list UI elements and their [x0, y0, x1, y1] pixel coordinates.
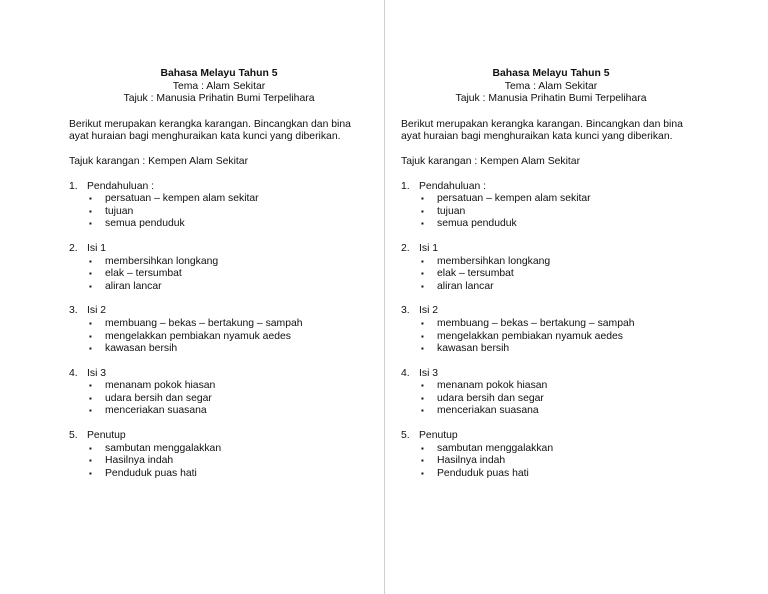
section-number: 3. [69, 305, 78, 317]
intro-line-1: Berikut merupakan kerangka karangan. Bincangkan dan bina [401, 118, 683, 130]
section-label: Isi 2 [419, 305, 439, 317]
square-bullet-icon: ▪ [89, 318, 92, 328]
outline-section [401, 305, 701, 355]
list-item [69, 380, 369, 393]
list-item [69, 468, 369, 481]
section-label: Pendahuluan : [419, 180, 487, 192]
outline-sections [401, 181, 701, 481]
list-item [401, 256, 701, 269]
list-item-text: Hasilnya indah [105, 455, 174, 467]
worksheet-right [401, 68, 701, 492]
section-heading [69, 243, 369, 256]
section-heading [401, 243, 701, 256]
list-item [401, 268, 701, 281]
bullet-list [401, 380, 701, 418]
essay-topic: Tajuk karangan : Kempen Alam Sekitar [69, 155, 249, 167]
outline-section [401, 243, 701, 293]
doc-subtitle: Tajuk : Manusia Prihatin Bumi Terpelihara [123, 93, 315, 105]
list-item-text: persatuan – kempen alam sekitar [437, 193, 591, 205]
list-item-text: membersihkan longkang [105, 255, 219, 267]
list-item [401, 405, 701, 418]
section-number: 1. [69, 180, 78, 192]
list-item-text: membuang – bekas – bertakung – sampah [105, 317, 303, 329]
section-heading [401, 305, 701, 318]
section-number: 2. [401, 242, 410, 254]
square-bullet-icon: ▪ [421, 393, 424, 403]
list-item-text: kawasan bersih [437, 343, 510, 355]
header [69, 68, 369, 106]
list-item-text: semua penduduk [105, 218, 185, 230]
list-item [69, 218, 369, 231]
section-heading [69, 305, 369, 318]
intro-text [401, 119, 701, 144]
list-item-text: menanam pokok hiasan [437, 380, 548, 392]
list-item-text: semua penduduk [437, 218, 517, 230]
section-heading [69, 430, 369, 443]
header [401, 68, 701, 106]
outline-section [69, 305, 369, 355]
section-number: 4. [69, 367, 78, 379]
section-heading [401, 430, 701, 443]
square-bullet-icon: ▪ [421, 443, 424, 453]
worksheet-left [69, 68, 369, 492]
list-item-text: elak – tersumbat [437, 268, 514, 280]
intro-line-2: ayat huraian bagi menghuraikan kata kunci yang diberikan. [401, 131, 673, 143]
list-item-text: sambutan menggalakkan [105, 442, 222, 454]
doc-theme: Tema : Alam Sekitar [172, 80, 266, 92]
square-bullet-icon: ▪ [421, 468, 424, 478]
square-bullet-icon: ▪ [89, 344, 92, 354]
section-heading [401, 368, 701, 381]
list-item [401, 443, 701, 456]
section-label: Penutup [87, 430, 126, 442]
bullet-list [69, 380, 369, 418]
doc-theme: Tema : Alam Sekitar [504, 80, 598, 92]
list-item-text: membuang – bekas – bertakung – sampah [437, 317, 635, 329]
list-item [401, 318, 701, 331]
square-bullet-icon: ▪ [89, 269, 92, 279]
section-number: 3. [401, 305, 410, 317]
list-item [69, 443, 369, 456]
section-label: Isi 3 [419, 367, 439, 379]
list-item [69, 343, 369, 356]
section-heading [69, 181, 369, 194]
list-item [69, 393, 369, 406]
outline-sections [69, 181, 369, 481]
list-item-text: Penduduk puas hati [105, 467, 197, 479]
list-item-text: mengelakkan pembiakan nyamuk aedes [105, 330, 291, 342]
square-bullet-icon: ▪ [89, 256, 92, 266]
essay-topic: Tajuk karangan : Kempen Alam Sekitar [401, 155, 581, 167]
section-label: Isi 3 [87, 367, 107, 379]
square-bullet-icon: ▪ [89, 281, 92, 291]
section-number: 5. [401, 430, 410, 442]
bullet-list [401, 443, 701, 481]
list-item [69, 331, 369, 344]
section-heading [69, 368, 369, 381]
list-item [401, 343, 701, 356]
page-divider [384, 0, 385, 594]
outline-section [69, 243, 369, 293]
list-item [69, 268, 369, 281]
list-item [401, 331, 701, 344]
square-bullet-icon: ▪ [421, 269, 424, 279]
list-item [69, 193, 369, 206]
intro-line-1: Berikut merupakan kerangka karangan. Bincangkan dan bina [69, 118, 351, 130]
list-item [401, 455, 701, 468]
list-item [69, 256, 369, 269]
bullet-list [401, 193, 701, 231]
list-item-text: udara bersih dan segar [437, 392, 544, 404]
list-item-text: tujuan [105, 205, 134, 217]
list-item [69, 318, 369, 331]
square-bullet-icon: ▪ [89, 393, 92, 403]
outline-section [401, 368, 701, 418]
list-item [401, 218, 701, 231]
square-bullet-icon: ▪ [421, 281, 424, 291]
square-bullet-icon: ▪ [89, 468, 92, 478]
list-item [401, 468, 701, 481]
outline-section [401, 430, 701, 480]
list-item [69, 455, 369, 468]
square-bullet-icon: ▪ [421, 256, 424, 266]
section-number: 1. [401, 180, 410, 192]
outline-section [69, 368, 369, 418]
square-bullet-icon: ▪ [421, 344, 424, 354]
list-item [69, 281, 369, 294]
square-bullet-icon: ▪ [89, 443, 92, 453]
bullet-list [401, 256, 701, 294]
square-bullet-icon: ▪ [89, 381, 92, 391]
list-item [401, 193, 701, 206]
list-item-text: aliran lancar [437, 280, 494, 292]
list-item-text: elak – tersumbat [105, 268, 182, 280]
list-item [401, 206, 701, 219]
list-item-text: menanam pokok hiasan [105, 380, 216, 392]
square-bullet-icon: ▪ [421, 318, 424, 328]
list-item-text: tujuan [437, 205, 466, 217]
list-item [69, 206, 369, 219]
outline-section [401, 181, 701, 231]
bullet-list [69, 443, 369, 481]
doc-subtitle: Tajuk : Manusia Prihatin Bumi Terpelihara [455, 93, 647, 105]
square-bullet-icon: ▪ [89, 456, 92, 466]
doc-title: Bahasa Melayu Tahun 5 [160, 68, 278, 79]
list-item-text: Penduduk puas hati [437, 467, 529, 479]
list-item-text: sambutan menggalakkan [437, 442, 554, 454]
section-number: 2. [69, 242, 78, 254]
list-item-text: menceriakan suasana [437, 405, 539, 417]
intro-line-2: ayat huraian bagi menghuraikan kata kunci yang diberikan. [69, 131, 341, 143]
list-item [401, 281, 701, 294]
list-item-text: menceriakan suasana [105, 405, 207, 417]
section-label: Isi 1 [419, 242, 439, 254]
square-bullet-icon: ▪ [421, 194, 424, 204]
doc-title: Bahasa Melayu Tahun 5 [492, 68, 610, 79]
list-item [401, 393, 701, 406]
section-number: 5. [69, 430, 78, 442]
list-item-text: Hasilnya indah [437, 455, 506, 467]
square-bullet-icon: ▪ [89, 206, 92, 216]
section-heading [401, 181, 701, 194]
square-bullet-icon: ▪ [421, 219, 424, 229]
section-number: 4. [401, 367, 410, 379]
square-bullet-icon: ▪ [421, 206, 424, 216]
list-item-text: mengelakkan pembiakan nyamuk aedes [437, 330, 623, 342]
square-bullet-icon: ▪ [89, 194, 92, 204]
square-bullet-icon: ▪ [89, 219, 92, 229]
square-bullet-icon: ▪ [421, 456, 424, 466]
outline-section [69, 430, 369, 480]
list-item-text: persatuan – kempen alam sekitar [105, 193, 259, 205]
section-label: Pendahuluan : [87, 180, 155, 192]
outline-section [69, 181, 369, 231]
square-bullet-icon: ▪ [421, 331, 424, 341]
bullet-list [69, 193, 369, 231]
square-bullet-icon: ▪ [89, 331, 92, 341]
square-bullet-icon: ▪ [89, 406, 92, 416]
bullet-list [69, 318, 369, 356]
bullet-list [401, 318, 701, 356]
square-bullet-icon: ▪ [421, 381, 424, 391]
section-label: Isi 1 [87, 242, 107, 254]
list-item-text: aliran lancar [105, 280, 162, 292]
list-item-text: udara bersih dan segar [105, 392, 212, 404]
list-item-text: kawasan bersih [105, 343, 178, 355]
list-item [69, 405, 369, 418]
bullet-list [69, 256, 369, 294]
section-label: Isi 2 [87, 305, 107, 317]
section-label: Penutup [419, 430, 458, 442]
square-bullet-icon: ▪ [421, 406, 424, 416]
list-item-text: membersihkan longkang [437, 255, 551, 267]
list-item [401, 380, 701, 393]
intro-text [69, 119, 369, 144]
